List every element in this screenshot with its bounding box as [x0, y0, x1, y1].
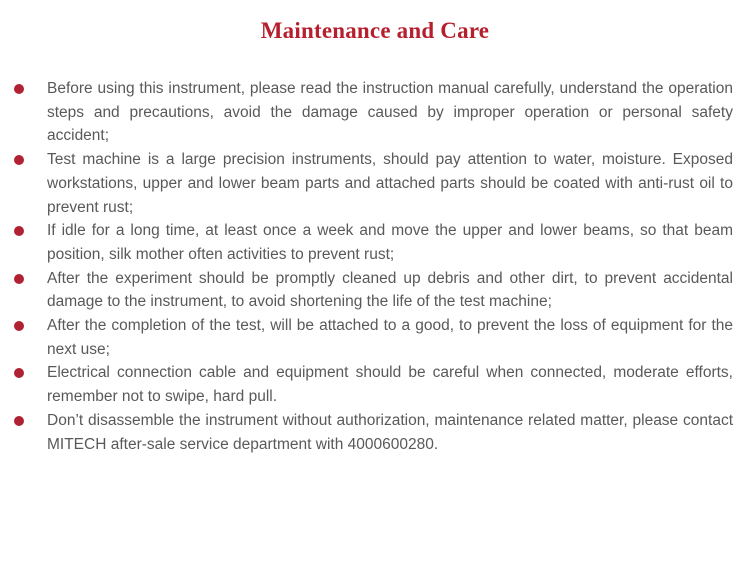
list-item — [47, 314, 733, 361]
list-item-text: After the experiment should be promptly cleaned up debris and other dirt, to prevent accidental damage to the instrument, to avoid shortening the life of the test machine; — [47, 269, 733, 311]
bullet-icon — [14, 155, 24, 165]
list-item — [47, 361, 733, 408]
list-item-text: Electrical connection cable and equipment should be careful when connected, moderate efforts, remember not to swipe, hard pull. — [47, 364, 733, 406]
list-item-text: Test machine is a large precision instruments, should pay attention to water, moisture. Exposed workstations, upper and lower beam parts and attached parts should be coated with anti-rust oil to prevent rust; — [47, 151, 733, 216]
bullet-icon — [14, 226, 24, 236]
maintenance-and-care-page — [0, 18, 750, 567]
list-item — [47, 219, 733, 266]
list-item — [47, 409, 733, 456]
bullet-icon — [14, 321, 24, 331]
page-title: Maintenance and Care — [260, 18, 490, 43]
list-item-text: Don’t disassemble the instrument without authorization, maintenance related matter, please contact MITECH after-sale service department with 4000600280. — [47, 411, 733, 453]
list-item — [47, 148, 733, 219]
bullet-icon — [14, 368, 24, 378]
maintenance-instructions-list — [0, 77, 750, 456]
list-item-text: Before using this instrument, please read the instruction manual carefully, understand the operation steps and precautions, avoid the damage caused by improper operation or personal safety accident; — [47, 80, 733, 145]
bullet-icon — [14, 416, 24, 426]
bullet-icon — [14, 84, 24, 94]
list-item — [47, 267, 733, 314]
list-item-text: If idle for a long time, at least once a week and move the upper and lower beams, so that beam position, silk mother often activities to prevent rust; — [47, 222, 733, 263]
bullet-icon — [14, 274, 24, 284]
list-item-text: After the completion of the test, will be attached to a good, to prevent the loss of equipment for the next use; — [47, 317, 733, 358]
list-item — [47, 77, 733, 148]
